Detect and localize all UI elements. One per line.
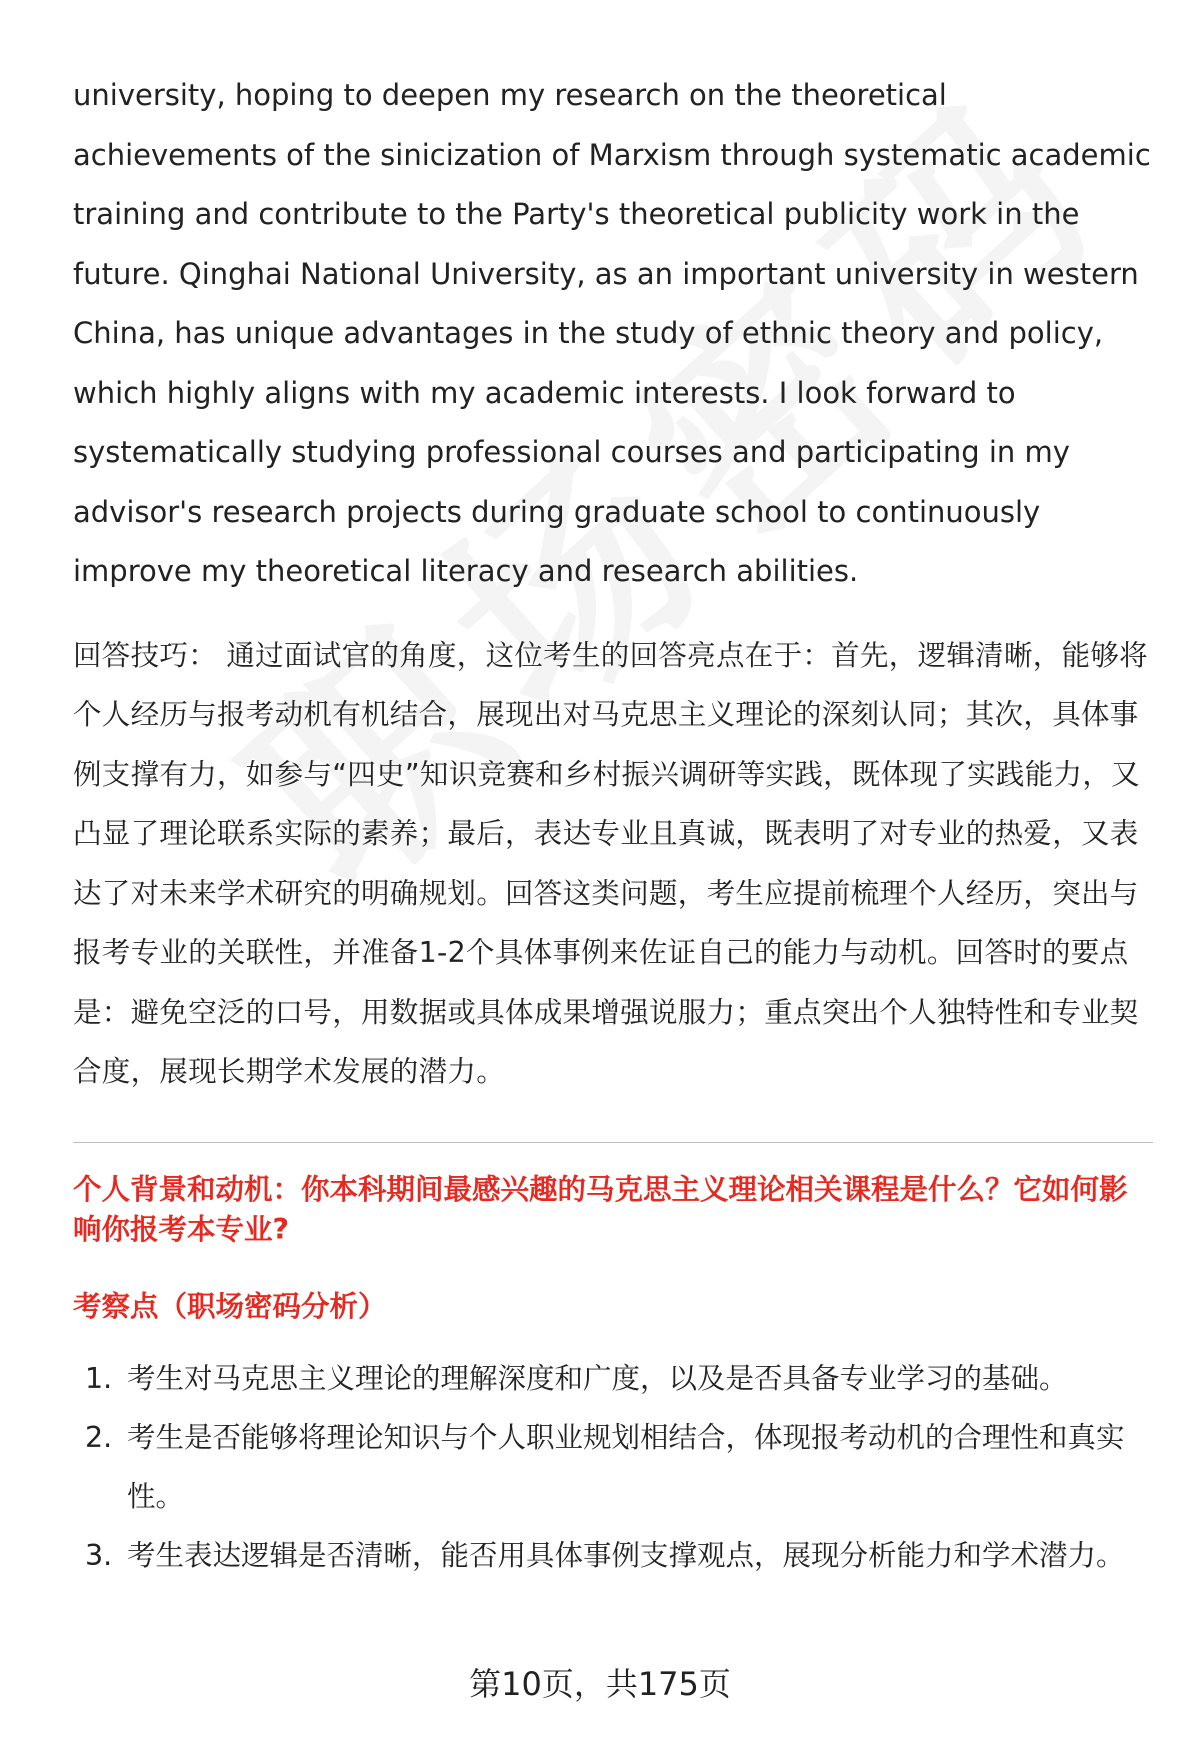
list-item-text: 考生对马克思主义理论的理解深度和广度，以及是否具备专业学习的基础。 — [127, 1361, 1068, 1395]
assessment-points-heading: 考察点（职场密码分析） — [73, 1289, 387, 1323]
list-item — [73, 1526, 1153, 1585]
list-item-number: 3. — [85, 1538, 113, 1572]
answer-tip-paragraph — [73, 626, 1153, 1102]
question-heading: 个人背景和动机：你本科期间最感兴趣的马克思主义理论相关课程是什么？它如何影响你报考本专业? — [73, 1172, 1128, 1246]
page-content — [73, 66, 1153, 1585]
intro-paragraph: university, hoping to deepen my research on the theoretical achievements of the sinicization of Marxism through systematic academic training and contribute to the Party's theoretical publicity work in the future. Qinghai National University, as an important university in western China, has unique advantages in the study of ethnic theory and policy, which highly aligns with my academic interests. I look forward to systematically studying professional courses and participating in my advisor's research projects during graduate school to continuously improve my theoretical literacy and research abilities. — [73, 78, 1151, 588]
list-item-text: 考生是否能够将理论知识与个人职业规划相结合，体现报考动机的合理性和真实性。 — [127, 1420, 1125, 1513]
section-divider — [73, 1142, 1153, 1143]
list-item — [73, 1349, 1153, 1408]
assessment-points-list — [73, 1349, 1153, 1585]
answer-tip-label: 回答技巧： — [73, 638, 218, 672]
list-item-text: 考生表达逻辑是否清晰，能否用具体事例支撑观点，展现分析能力和学术潜力。 — [127, 1538, 1125, 1572]
list-item — [73, 1408, 1153, 1526]
list-item-number: 2. — [85, 1420, 113, 1454]
page-number-footer: 第10页，共175页 — [469, 1665, 731, 1703]
list-item-number: 1. — [85, 1361, 113, 1395]
answer-tip-text: 通过面试官的角度，这位考生的回答亮点在于：首先，逻辑清晰，能够将个人经历与报考动机有机结合，展现出对马克思主义理论的深刻认同；其次，具体事例支撑有力，如参与“四史”知识竞赛和乡村振兴调研等实践，既体现了实践能力，又凸显了理论联系实际的素养；最后，表达专业且真诚，既表明了对专业的热爱，又表达了对未来学术研究的明确规划。回答这类问题，考生应提前梳理个人经历，突出与报考专业的关联性，并准备1-2个具体事例来佐证自己的能力与动机。回答时的要点是：避免空泛的口号，用数据或具体成果增强说服力；重点突出个人独特性和专业契合度，展现长期学术发展的潜力。 — [73, 638, 1148, 1088]
